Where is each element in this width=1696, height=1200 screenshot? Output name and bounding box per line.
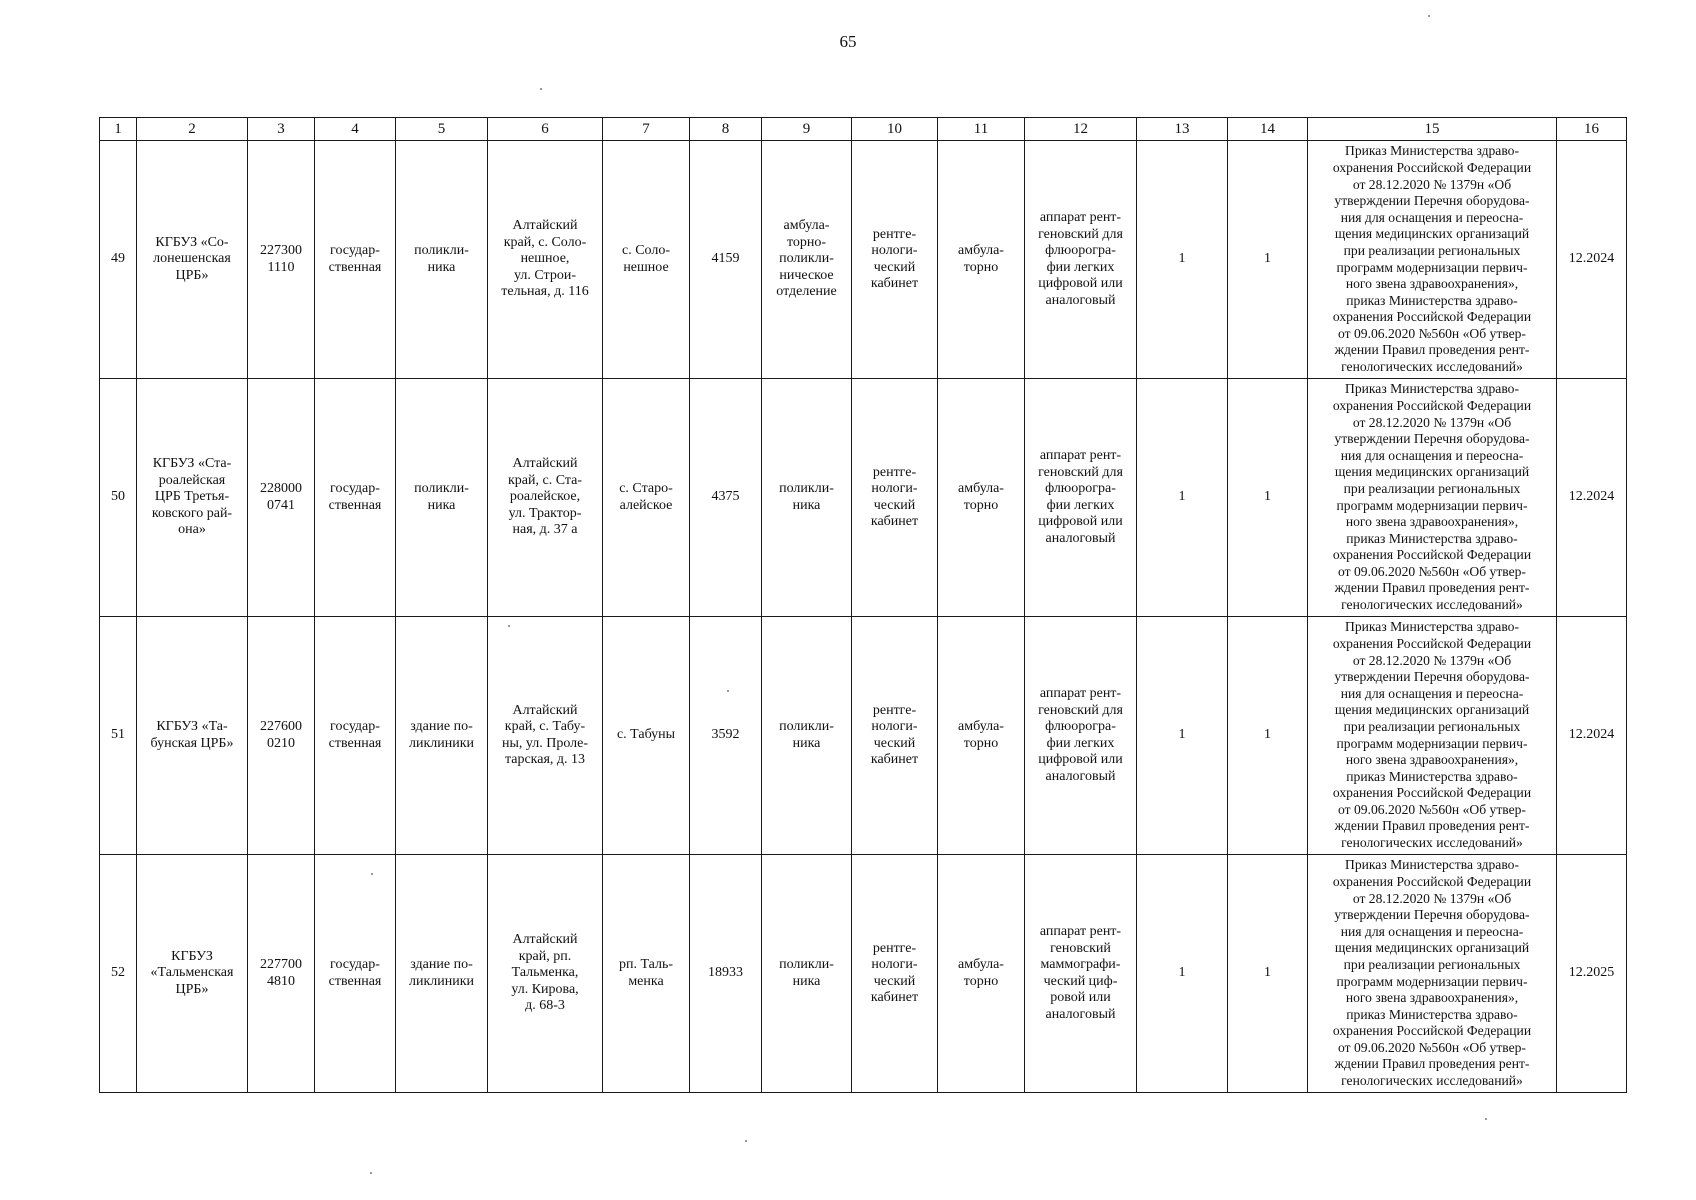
quantity-cell xyxy=(1137,617,1228,855)
care-mode: амбула- торно xyxy=(958,243,1004,275)
quantity-cell xyxy=(1137,141,1228,379)
organization-cell xyxy=(137,617,248,855)
column-header: 6 xyxy=(488,118,603,141)
legal-basis-cell xyxy=(1308,141,1557,379)
building-cell xyxy=(396,379,488,617)
organization-code: 228000 0741 xyxy=(260,481,302,513)
unit-type: поликли- ника xyxy=(779,719,834,751)
address-cell xyxy=(488,141,603,379)
quantity-cell xyxy=(1137,379,1228,617)
locality: с. Соло- нешное xyxy=(621,243,670,275)
row-number-cell xyxy=(100,379,137,617)
population: 4159 xyxy=(711,251,740,267)
legal-basis-cell xyxy=(1308,379,1557,617)
scan-speck xyxy=(1428,15,1430,17)
row-number-cell xyxy=(100,617,137,855)
column-header: 10 xyxy=(852,118,938,141)
scan-speck xyxy=(745,1140,747,1142)
address: Алтайский край, рп. Тальменка, ул. Кирова, д. 68-3 xyxy=(511,932,579,1014)
scan-speck xyxy=(371,873,373,875)
department: рентге- нологи- ческий кабинет xyxy=(870,226,919,291)
quantity: 1 xyxy=(1178,489,1186,505)
quantity-cell xyxy=(1228,141,1308,379)
organization-cell xyxy=(137,141,248,379)
population: 18933 xyxy=(708,965,743,981)
care-mode-cell xyxy=(938,617,1025,855)
unit-type: амбула- торно- поликли- ническое отделение xyxy=(776,218,837,300)
deadline: 12.2025 xyxy=(1568,965,1615,981)
department-cell xyxy=(852,855,938,1093)
organization-name: КГБУЗ «Тальменская ЦРБ» xyxy=(150,948,234,997)
organization-name: КГБУЗ «Со- лонешенская ЦРБ» xyxy=(153,234,231,283)
column-header: 1 xyxy=(100,118,137,141)
population-cell xyxy=(690,617,762,855)
column-header: 2 xyxy=(137,118,248,141)
unit-cell xyxy=(762,141,852,379)
building-cell xyxy=(396,141,488,379)
equipment: аппарат рент- геновский для флюорогра- фии легких цифровой или аналоговый xyxy=(1038,210,1123,308)
building-cell xyxy=(396,855,488,1093)
address-cell xyxy=(488,617,603,855)
quantity-cell xyxy=(1228,617,1308,855)
ownership-cell xyxy=(315,855,396,1093)
equipment-cell xyxy=(1025,141,1137,379)
ownership-cell xyxy=(315,141,396,379)
quantity: 1 xyxy=(1264,965,1271,981)
deadline-cell xyxy=(1557,141,1627,379)
table-row xyxy=(100,379,1627,617)
column-header: 14 xyxy=(1228,118,1308,141)
organization-name: КГБУЗ «Та- бунская ЦРБ» xyxy=(150,719,234,751)
organization-cell xyxy=(137,855,248,1093)
equipment: аппарат рент- геновский для флюорогра- фии легких цифровой или аналоговый xyxy=(1038,686,1123,784)
column-header: 11 xyxy=(938,118,1025,141)
column-header: 9 xyxy=(762,118,852,141)
unit-type: поликли- ника xyxy=(779,957,834,989)
unit-cell xyxy=(762,855,852,1093)
address: Алтайский край, с. Табу- ны, ул. Проле- тарская, д. 13 xyxy=(501,702,589,767)
table-row xyxy=(100,141,1627,379)
legal-basis: Приказ Министерства здраво- охранения Российской Федерации от 28.12.2020 № 1379н «Об утверждении Перечня оборудова- ния для оснащения и переосна- щения медицинских организаций при реализации региональных программ модернизации первич- ного звена здравоохранения», приказ Министерства здраво- охранения Российской Федерации от 09.06.2020 №560н «Об утвер- ждении Правил проведения рент- генологических исследований» xyxy=(1332,857,1532,1089)
row-number-cell xyxy=(100,141,137,379)
organization-name: КГБУЗ «Ста- роалейская ЦРБ Третья- ковского рай- она» xyxy=(151,456,233,538)
column-header: 15 xyxy=(1308,118,1557,141)
row-number: 51 xyxy=(111,727,125,743)
column-header: 16 xyxy=(1557,118,1627,141)
deadline: 12.2024 xyxy=(1568,489,1615,505)
column-header: 7 xyxy=(603,118,690,141)
quantity: 1 xyxy=(1264,489,1271,505)
locality-cell xyxy=(603,379,690,617)
ownership-cell xyxy=(315,617,396,855)
ownership-form: государ- ственная xyxy=(328,719,382,751)
organization-code: 227300 1110 xyxy=(260,243,302,275)
quantity-cell xyxy=(1137,855,1228,1093)
legal-basis: Приказ Министерства здраво- охранения Российской Федерации от 28.12.2020 № 1379н «Об утверждении Перечня оборудова- ния для оснащения и переосна- щения медицинских организаций при реализации региональных программ модернизации первич- ного звена здравоохранения», приказ Министерства здраво- охранения Российской Федерации от 09.06.2020 №560н «Об утвер- ждении Правил проведения рент- генологических исследований» xyxy=(1332,619,1532,851)
ownership-form: государ- ственная xyxy=(328,243,382,275)
equipment: аппарат рент- геновский маммографи- ческий циф- ровой или аналоговый xyxy=(1039,924,1122,1022)
address: Алтайский край, с. Ста- роалейское, ул. Трактор- ная, д. 37 а xyxy=(507,456,583,538)
equipment: аппарат рент- геновский для флюорогра- фии легких цифровой или аналоговый xyxy=(1038,448,1123,546)
ownership-cell xyxy=(315,379,396,617)
quantity: 1 xyxy=(1178,251,1186,267)
equipment-cell xyxy=(1025,855,1137,1093)
population: 4375 xyxy=(711,489,740,505)
deadline-cell xyxy=(1557,379,1627,617)
scan-speck xyxy=(540,88,542,90)
scan-speck xyxy=(370,1172,372,1174)
column-header: 3 xyxy=(248,118,315,141)
table-row xyxy=(100,855,1627,1093)
ownership-form: государ- ственная xyxy=(328,481,382,513)
organization-code: 227700 4810 xyxy=(260,957,302,989)
code-cell xyxy=(248,379,315,617)
locality: рп. Таль- менка xyxy=(618,957,674,989)
table-row xyxy=(100,617,1627,855)
population-cell xyxy=(690,379,762,617)
population-cell xyxy=(690,855,762,1093)
ownership-form: государ- ственная xyxy=(328,957,382,989)
legal-basis-cell xyxy=(1308,855,1557,1093)
column-header: 8 xyxy=(690,118,762,141)
quantity-cell xyxy=(1228,379,1308,617)
care-mode: амбула- торно xyxy=(958,481,1004,513)
building-type: здание по- ликлиники xyxy=(408,719,475,751)
building-type: здание по- ликлиники xyxy=(408,957,475,989)
quantity-cell xyxy=(1228,855,1308,1093)
locality-cell xyxy=(603,141,690,379)
scan-speck xyxy=(508,625,510,627)
quantity: 1 xyxy=(1178,965,1186,981)
locality: с. Старо- алейское xyxy=(619,481,673,513)
quantity: 1 xyxy=(1264,727,1271,743)
department-cell xyxy=(852,379,938,617)
organization-code: 227600 0210 xyxy=(260,719,302,751)
legal-basis: Приказ Министерства здраво- охранения Российской Федерации от 28.12.2020 № 1379н «Об утверждении Перечня оборудова- ния для оснащения и переосна- щения медицинских организаций при реализации региональных программ модернизации первич- ного звена здравоохранения», приказ Министерства здраво- охранения Российской Федерации от 09.06.2020 №560н «Об утвер- ждении Правил проведения рент- генологических исследований» xyxy=(1332,143,1532,375)
quantity: 1 xyxy=(1178,727,1186,743)
column-header: 4 xyxy=(315,118,396,141)
column-header: 12 xyxy=(1025,118,1137,141)
equipment-table xyxy=(99,117,1627,1093)
care-mode-cell xyxy=(938,855,1025,1093)
unit-cell xyxy=(762,617,852,855)
deadline-cell xyxy=(1557,617,1627,855)
page-number: 65 xyxy=(839,32,857,51)
department-cell xyxy=(852,617,938,855)
legal-basis-cell xyxy=(1308,617,1557,855)
address-cell xyxy=(488,855,603,1093)
locality: с. Табуны xyxy=(616,727,676,743)
care-mode-cell xyxy=(938,379,1025,617)
deadline: 12.2024 xyxy=(1568,251,1615,267)
locality-cell xyxy=(603,617,690,855)
legal-basis: Приказ Министерства здраво- охранения Российской Федерации от 28.12.2020 № 1379н «Об утверждении Перечня оборудова- ния для оснащения и переосна- щения медицинских организаций при реализации региональных программ модернизации первич- ного звена здравоохранения», приказ Министерства здраво- охранения Российской Федерации от 09.06.2020 №560н «Об утвер- ждении Правил проведения рент- генологических исследований» xyxy=(1332,381,1532,613)
building-type: поликли- ника xyxy=(414,481,469,513)
care-mode: амбула- торно xyxy=(958,957,1004,989)
care-mode: амбула- торно xyxy=(958,719,1004,751)
row-number: 50 xyxy=(111,489,125,505)
unit-type: поликли- ника xyxy=(779,481,834,513)
organization-cell xyxy=(137,379,248,617)
code-cell xyxy=(248,141,315,379)
scan-speck xyxy=(727,690,729,692)
department: рентге- нологи- ческий кабинет xyxy=(870,702,919,767)
address-cell xyxy=(488,379,603,617)
equipment-cell xyxy=(1025,379,1137,617)
building-cell xyxy=(396,617,488,855)
population: 3592 xyxy=(711,727,740,743)
row-number: 52 xyxy=(111,965,125,981)
quantity: 1 xyxy=(1264,251,1271,267)
care-mode-cell xyxy=(938,141,1025,379)
scan-speck xyxy=(1485,1118,1487,1120)
column-header: 13 xyxy=(1137,118,1228,141)
deadline: 12.2024 xyxy=(1568,727,1615,743)
locality-cell xyxy=(603,855,690,1093)
header-row xyxy=(100,118,1627,141)
address: Алтайский край, с. Соло- нешное, ул. Строи- тельная, д. 116 xyxy=(501,218,589,300)
row-number: 49 xyxy=(111,251,125,267)
deadline-cell xyxy=(1557,855,1627,1093)
unit-cell xyxy=(762,379,852,617)
row-number-cell xyxy=(100,855,137,1093)
department-cell xyxy=(852,141,938,379)
department: рентге- нологи- ческий кабинет xyxy=(870,464,919,529)
population-cell xyxy=(690,141,762,379)
code-cell xyxy=(248,855,315,1093)
code-cell xyxy=(248,617,315,855)
column-header: 5 xyxy=(396,118,488,141)
department: рентге- нологи- ческий кабинет xyxy=(870,940,919,1005)
equipment-cell xyxy=(1025,617,1137,855)
building-type: поликли- ника xyxy=(414,243,469,275)
